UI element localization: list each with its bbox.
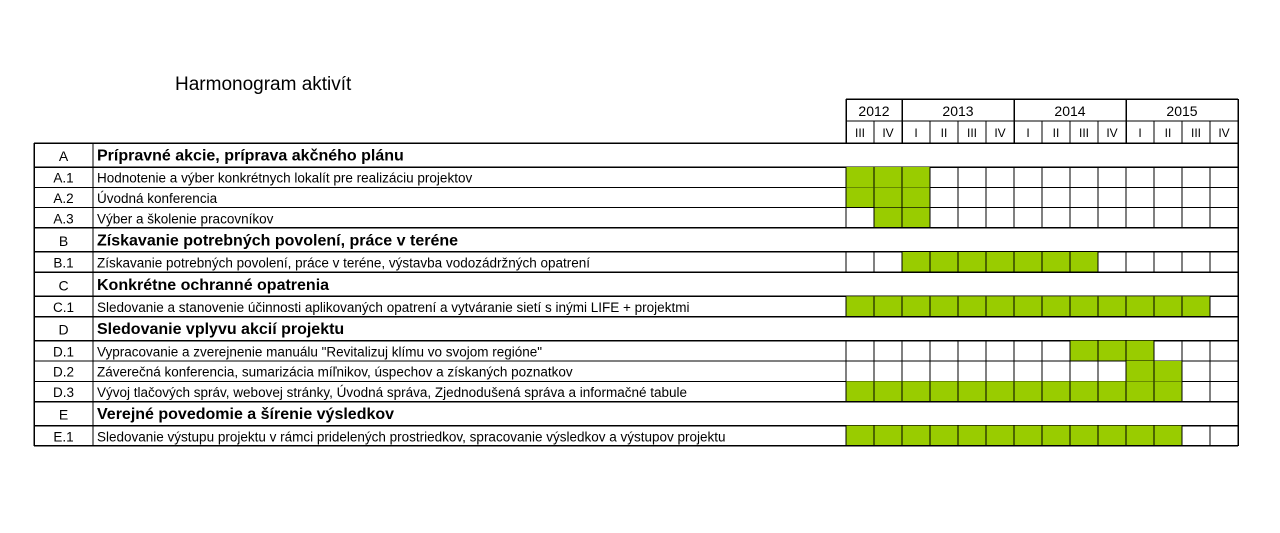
task-code: A.1 [53, 170, 74, 186]
task-code: A.2 [53, 190, 74, 206]
quarter-label: III [854, 126, 866, 140]
activity-cell-C.1-6 [1014, 296, 1042, 316]
activity-cell-D.2-11 [1154, 361, 1182, 381]
quarter-label: II [1164, 126, 1172, 140]
activity-cell-C.1-0 [846, 296, 874, 316]
activity-cell-D.3-6 [1014, 381, 1042, 401]
task-code: D.2 [52, 364, 75, 380]
activity-cell-D.2-10 [1126, 361, 1154, 381]
activity-cell-C.1-8 [1070, 296, 1098, 316]
quarter-label: IV [882, 126, 894, 140]
activity-cell-A.1-0 [846, 167, 874, 187]
quarter-label: I [914, 126, 918, 140]
activity-cell-A.1-1 [874, 167, 902, 187]
activity-cell-B.1-4 [958, 252, 986, 272]
chart-title: Harmonogram aktivít [175, 74, 352, 95]
section-label: Konkrétne ochranné opatrenia [97, 276, 330, 294]
activity-cell-D.1-9 [1098, 341, 1126, 361]
task-label: Získavanie potrebných povolení, práce v teréne, výstavba vodozádržných opatrení [97, 255, 591, 271]
task-code: E.1 [53, 429, 74, 445]
section-code: C [58, 277, 69, 294]
activity-cell-E.1-10 [1126, 426, 1154, 446]
quarter-label: IV [994, 126, 1006, 140]
task-label: Vývoj tlačových správ, webovej stránky, Úvodná správa, Zjednodušená správa a informačné tabule [97, 384, 688, 400]
activity-cell-D.3-7 [1042, 381, 1070, 401]
activity-cell-E.1-11 [1154, 426, 1182, 446]
activity-cell-E.1-5 [986, 426, 1014, 446]
task-label: Sledovanie a stanovenie účinnosti aplikovaných opatrení a vytváranie sietí s inými LIFE + projektmi [97, 299, 690, 315]
activity-cell-C.1-7 [1042, 296, 1070, 316]
activity-cell-C.1-3 [930, 296, 958, 316]
quarter-label: III [966, 126, 978, 140]
quarter-label: I [1026, 126, 1030, 140]
activity-cell-C.1-4 [958, 296, 986, 316]
activity-cell-C.1-5 [986, 296, 1014, 316]
section-label: Sledovanie vplyvu akcií projektu [97, 321, 345, 339]
activity-cell-C.1-12 [1182, 296, 1210, 316]
activity-cell-D.3-0 [846, 381, 874, 401]
activity-cell-C.1-11 [1154, 296, 1182, 316]
activity-cell-B.1-7 [1042, 252, 1070, 272]
activity-cell-D.3-3 [930, 381, 958, 401]
task-label: Vypracovanie a zverejnenie manuálu "Revitalizuj klímu vo svojom regióne" [97, 344, 543, 360]
activity-cell-D.3-2 [902, 381, 930, 401]
activity-cell-B.1-8 [1070, 252, 1098, 272]
section-code: D [58, 321, 69, 338]
task-label: Úvodná konferencia [97, 190, 218, 206]
quarter-label: II [940, 126, 948, 140]
activity-cell-D.3-4 [958, 381, 986, 401]
task-code: D.3 [52, 384, 75, 400]
activity-cell-E.1-3 [930, 426, 958, 446]
activity-cell-C.1-10 [1126, 296, 1154, 316]
task-code: A.3 [53, 211, 74, 227]
activity-cell-D.3-5 [986, 381, 1014, 401]
section-code: B [58, 232, 69, 249]
activity-cell-E.1-0 [846, 426, 874, 446]
task-label: Hodnotenie a výber konkrétnych lokalít pre realizáciu projektov [97, 170, 473, 186]
task-label: Výber a školenie pracovníkov [97, 211, 274, 227]
task-code: B.1 [53, 255, 74, 271]
section-label: Verejné povedomie a šírenie výsledkov [97, 406, 395, 424]
task-code: D.1 [52, 344, 75, 360]
task-label: Sledovanie výstupu projektu v rámci pridelených prostriedkov, spracovanie výsledkov a výstupov projektu [97, 429, 726, 445]
activity-cell-A.3-1 [874, 208, 902, 228]
activity-cell-B.1-2 [902, 252, 930, 272]
activity-cell-C.1-1 [874, 296, 902, 316]
quarter-label: II [1052, 126, 1060, 140]
activity-cell-E.1-6 [1014, 426, 1042, 446]
activity-cell-E.1-2 [902, 426, 930, 446]
year-label-2015: 2015 [1166, 103, 1198, 119]
quarter-label: I [1138, 126, 1142, 140]
year-label-2013: 2013 [942, 103, 974, 119]
activity-cell-D.3-11 [1154, 381, 1182, 401]
section-label: Prípravné akcie, príprava akčného plánu [97, 147, 404, 165]
task-code: C.1 [52, 299, 75, 315]
activity-cell-B.1-6 [1014, 252, 1042, 272]
section-label: Získavanie potrebných povolení, práce v teréne [97, 232, 459, 250]
activity-cell-E.1-8 [1070, 426, 1098, 446]
activity-cell-A.2-0 [846, 187, 874, 207]
activity-cell-E.1-7 [1042, 426, 1070, 446]
activity-cell-A.3-2 [902, 208, 930, 228]
activity-cell-D.1-8 [1070, 341, 1098, 361]
activity-cell-E.1-4 [958, 426, 986, 446]
section-code: E [58, 406, 69, 423]
activity-cell-A.1-2 [902, 167, 930, 187]
activity-cell-D.3-1 [874, 381, 902, 401]
section-code: A [58, 148, 69, 164]
activity-cell-D.3-9 [1098, 381, 1126, 401]
activity-cell-D.3-10 [1126, 381, 1154, 401]
task-label: Záverečná konferencia, sumarizácia míľnikov, úspechov a získaných poznatkov [97, 364, 573, 380]
activity-cell-A.2-2 [902, 187, 930, 207]
activity-cell-E.1-1 [874, 426, 902, 446]
activity-cell-B.1-3 [930, 252, 958, 272]
year-label-2014: 2014 [1054, 103, 1086, 119]
activity-cell-D.1-10 [1126, 341, 1154, 361]
quarter-label: IV [1106, 126, 1118, 140]
activity-cell-D.3-8 [1070, 381, 1098, 401]
activity-cell-C.1-2 [902, 296, 930, 316]
quarter-label: III [1190, 126, 1202, 140]
quarter-label: III [1078, 126, 1090, 140]
activity-cell-E.1-9 [1098, 426, 1126, 446]
activity-cell-B.1-5 [986, 252, 1014, 272]
activity-cell-C.1-9 [1098, 296, 1126, 316]
activity-cell-A.2-1 [874, 187, 902, 207]
year-label-2012: 2012 [858, 103, 890, 119]
quarter-label: IV [1218, 126, 1230, 140]
